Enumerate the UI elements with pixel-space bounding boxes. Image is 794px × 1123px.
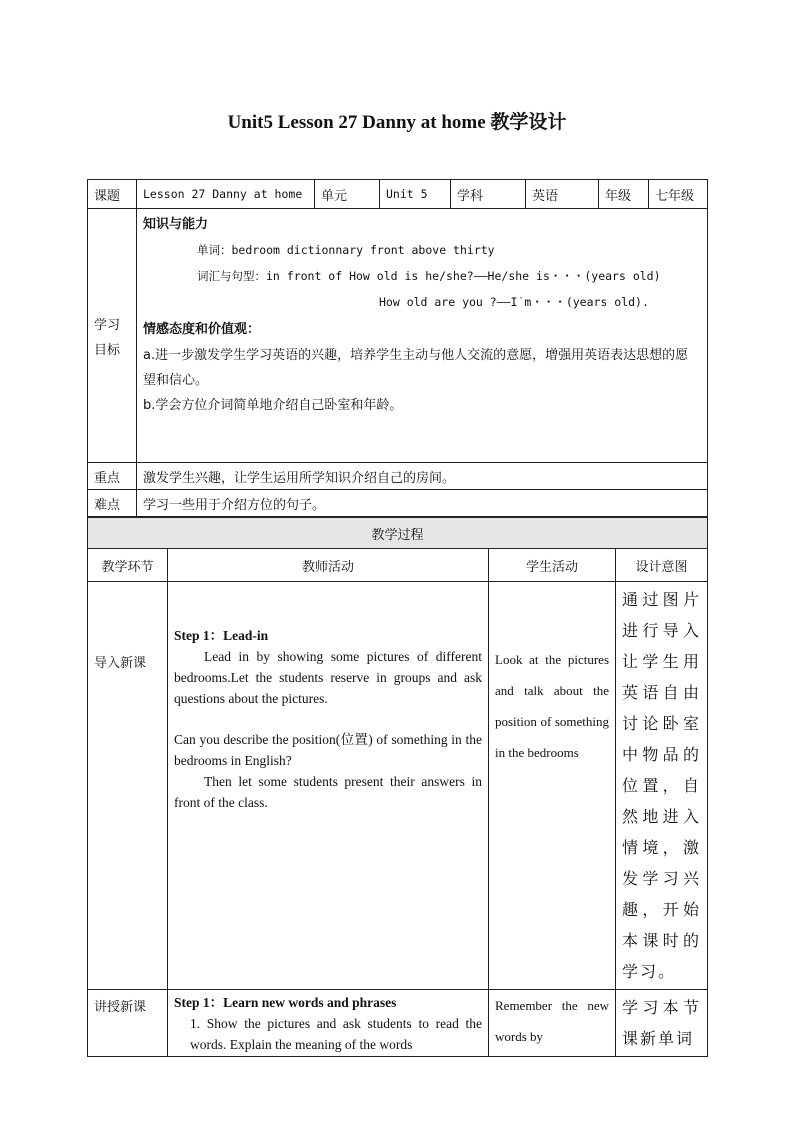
- process-row-new-lesson: [88, 990, 708, 1057]
- lesson-info-table: [87, 179, 708, 517]
- step-title: Step 1：Lead-in: [174, 628, 269, 643]
- teacher-para-3: Then let some students present their answers in front of the class.: [174, 774, 482, 810]
- stage-new-lesson: 讲授新课: [88, 990, 168, 1057]
- difficult-point-text: 学习一些用于介绍方位的句子。: [137, 490, 708, 517]
- teacher-activity-lead-in: [168, 582, 489, 990]
- document-title: Unit5 Lesson 27 Danny at home 教学设计: [227, 112, 567, 133]
- grade-label: 年级: [599, 180, 649, 209]
- teacher-activity-new-lesson: [168, 990, 489, 1057]
- words-line: 单词：bedroom dictionnary front above thirty: [197, 243, 495, 257]
- difficult-point-label: 难点: [88, 490, 137, 517]
- student-activity-new-lesson: Remember the new words by: [489, 990, 616, 1057]
- process-row-lead-in: [88, 582, 708, 990]
- topic-label: 课题: [88, 180, 137, 209]
- subject-label: 学科: [451, 180, 526, 209]
- objectives-content: [137, 209, 708, 463]
- teacher-para-2: Can you describe the position(位置) of something in the bedrooms in English?: [174, 732, 482, 768]
- unit-value: Unit 5: [380, 180, 451, 209]
- phrases-line-2: How old are you ?——I˙m・・・(years old).: [379, 295, 649, 309]
- col-stage: 教学环节: [88, 549, 168, 582]
- info-row: [88, 180, 708, 209]
- attitude-b: b.学会方位介词简单地介绍自己卧室和年龄。: [143, 398, 403, 413]
- attitude-heading: 情感态度和价值观：: [143, 322, 261, 337]
- col-intent: 设计意图: [616, 549, 708, 582]
- design-intent-lead-in: 通过图片进行导入让学生用英语自由讨论卧室中物品的位置，自然地进入情境，激发学习兴趣，开始本课时的学习。: [616, 582, 708, 990]
- objectives-label: [88, 209, 137, 463]
- key-point-row: [88, 463, 708, 490]
- teacher-para-1: Lead in by showing some pictures of different bedrooms.Let the students reserve in groups and ask questions about the pictures.: [174, 649, 482, 706]
- teaching-process-table: [87, 517, 708, 1057]
- unit-label: 单元: [315, 180, 380, 209]
- process-columns-row: [88, 549, 708, 582]
- key-point-label: 重点: [88, 463, 137, 490]
- student-activity-lead-in: Look at the pictures and talk about the position of something in the bedrooms: [489, 582, 616, 990]
- design-intent-new-lesson: 学习本节课新单词: [616, 990, 708, 1057]
- teacher-para-1: 1. Show the pictures and ask students to read the words. Explain the meaning of the words: [190, 1016, 482, 1052]
- attitude-a: a.进一步激发学生学习英语的兴趣，培养学生主动与他人交流的意愿，增强用英语表达思想的愿望和信心。: [143, 348, 689, 388]
- grade-value: 七年级: [649, 180, 708, 209]
- subject-value: 英语: [526, 180, 599, 209]
- objectives-row: [88, 209, 708, 463]
- topic-value: Lesson 27 Danny at home: [137, 180, 315, 209]
- step-title: Step 1：Learn new words and phrases: [174, 995, 397, 1010]
- key-point-text: 激发学生兴趣，让学生运用所学知识介绍自己的房间。: [137, 463, 708, 490]
- phrases-line: 词汇与句型：in front of How old is he/she?——He/she is・・・(years old): [197, 269, 661, 283]
- col-teacher: 教师活动: [168, 549, 489, 582]
- process-heading-row: [88, 518, 708, 549]
- stage-lead-in: 导入新课: [88, 582, 168, 990]
- process-heading: 教学过程: [88, 518, 708, 549]
- difficult-point-row: [88, 490, 708, 517]
- objectives-label-line1: 学习: [94, 317, 121, 333]
- ability-heading: 知识与能力: [143, 217, 209, 232]
- objectives-label-line2: 目标: [94, 342, 121, 358]
- col-student: 学生活动: [489, 549, 616, 582]
